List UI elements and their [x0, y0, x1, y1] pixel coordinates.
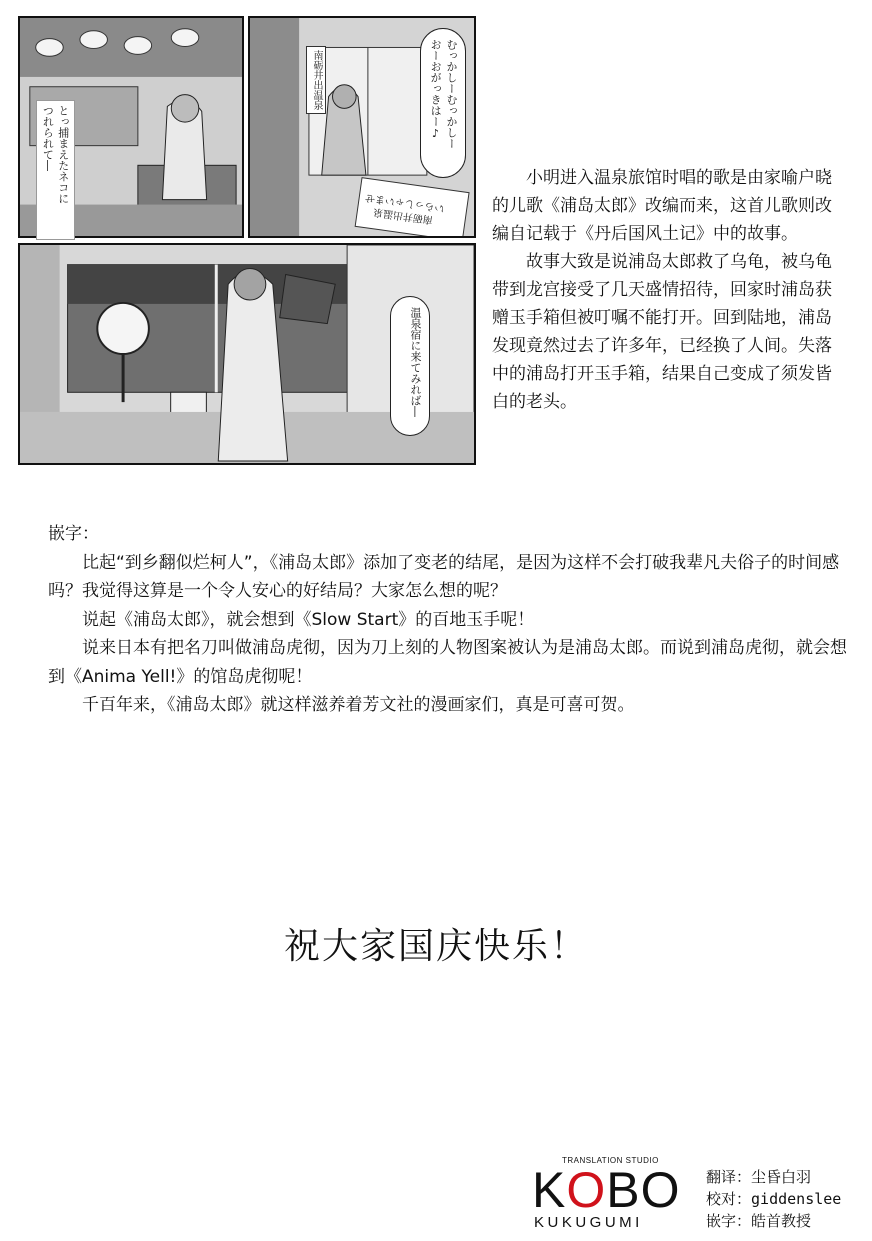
credit-label: 翻译：	[706, 1168, 752, 1186]
credit-label: 嵌字：	[706, 1212, 752, 1230]
side-paragraph-2: 故事大致是说浦岛太郎救了乌龟，被乌龟带到龙宫接受了几天盛情招待，回家时浦岛获赠玉手箱但被叮嘱不能打开。回到陆地，浦岛发现竟然过去了许多年，已经换了人间。失落中的浦岛打开玉手箱，结果自己变成了须发皆白的老头。	[492, 252, 832, 412]
credit-value: 皓首教授	[751, 1212, 812, 1230]
logo-studio-label: TRANSLATION STUDIO	[562, 1156, 659, 1165]
credit-value: giddenslee	[751, 1190, 842, 1208]
side-paragraph-1: 小明进入温泉旅馆时唱的歌是由家喻户晓的儿歌《浦岛太郎》改编而来，这首儿歌则改编自记载于《丹后国风土记》中的故事。	[492, 168, 832, 244]
commentary-block	[48, 520, 848, 720]
logo-wordmark	[532, 1160, 681, 1220]
commentary-paragraph-1: 比起“到乡翻似烂柯人”，《浦岛太郎》添加了变老的结尾，是因为这样不会打破我辈凡夫俗子的时间感吗？我觉得这算是一个令人安心的好结局？大家怎么想的呢？	[48, 552, 840, 601]
credits-block	[706, 1166, 841, 1232]
credit-translator	[706, 1166, 841, 1188]
commentary-paragraph-2: 说起《浦岛太郎》，就会想到《Slow Start》的百地玉手呢！	[82, 609, 535, 630]
commentary-paragraph-4: 千百年来，《浦岛太郎》就这样滋养着芳文社的漫画家们，真是可喜可贺。	[82, 695, 635, 715]
credit-typesetter	[706, 1210, 841, 1232]
logo-letter-b: B	[606, 1162, 641, 1218]
commentary-paragraph-3: 说来日本有把名刀叫做浦岛虎彻，因为刀上刻的人物图案被认为是浦岛太郎。而说到浦岛虎彻，就会想到《Anima Yell!》的馆岛虎彻呢！	[48, 638, 847, 687]
caption-top-left: とっ捕まえたネコに つれられて―	[36, 100, 75, 240]
speech-bubble-bottom: 温泉宿に来てみれば―	[390, 296, 430, 436]
credit-value: 尘昏白羽	[751, 1168, 812, 1186]
logo-letter-o2: O	[640, 1162, 681, 1218]
sign-floor: 南砺井出温泉 いらっしゃいませ	[364, 191, 446, 226]
logo-subtitle: KUKUGUMI	[534, 1214, 643, 1231]
credit-label: 校对：	[706, 1190, 752, 1208]
credit-proofreader	[706, 1188, 841, 1210]
speech-bubble-top-right: むっかしーむっかしー おーおがっきはー♪	[420, 28, 466, 178]
kobo-logo	[528, 1152, 698, 1232]
logo-letter-o: O	[566, 1162, 607, 1218]
logo-letter-k: K	[532, 1162, 567, 1218]
holiday-greeting: 祝大家国庆快乐！	[283, 926, 588, 967]
commentary-label: 嵌字：	[48, 524, 99, 544]
sign-pillar: 南砺井出温泉	[306, 46, 326, 114]
side-text-block	[492, 164, 842, 416]
